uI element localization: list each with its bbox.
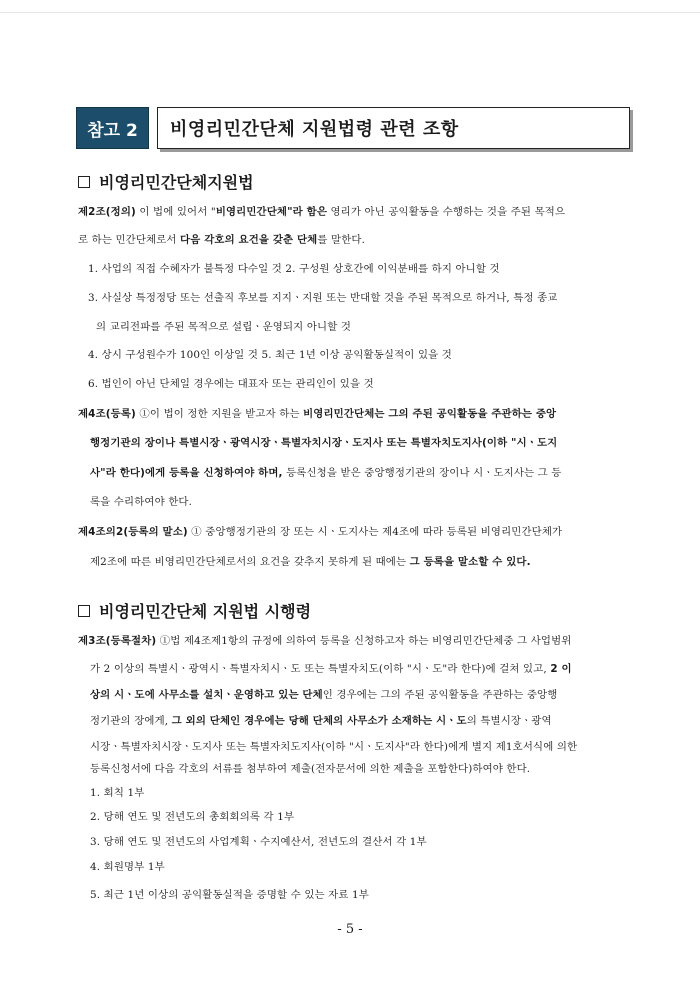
- bold-text: 2 이: [550, 663, 572, 675]
- text-run: 1. 사업의 직접 수혜자가 불특정 다수일 것 2. 구성원 상호간에 이익분배를 하지 아니할 것: [88, 263, 500, 275]
- text-run: 이 법에 있어서 ": [135, 206, 216, 218]
- text-run: 4. 상시 구성원수가 100인 이상일 것 5. 최근 1년 이상 공익활동실적이 있을 것: [88, 349, 452, 361]
- bold-text: 그 외의 단체인 경우에는 당해 단체의 사무소가 소재하는 시ㆍ도: [171, 715, 467, 727]
- bold-text: 비영리민간단체"라 함은: [215, 206, 328, 218]
- text-line: [90, 436, 557, 450]
- text-line: [90, 714, 552, 728]
- text-run: 3. 사실상 특정정당 또는 선출직 후보를 지지ㆍ지원 또는 반대할 것을 주된 목적으로 하거나, 특정 종교: [88, 292, 558, 304]
- text-line: [88, 377, 374, 391]
- text-run: 2. 당해 연도 및 전년도의 총회회의록 각 1부: [90, 811, 295, 823]
- bold-text: 비영리민간단체는 그의 주된 공익활동을 주관하는 중앙: [303, 408, 557, 420]
- text-line: [90, 688, 557, 702]
- text-run: 1. 회칙 1부: [90, 787, 145, 799]
- title-banner: [76, 107, 630, 149]
- text-line: [78, 205, 565, 219]
- text-line: [90, 860, 165, 874]
- bold-text: 그 등록을 말소할 수 있다.: [409, 556, 531, 568]
- text-run: 의 특별시장ㆍ광역: [466, 715, 552, 727]
- text-line: [90, 786, 144, 800]
- text-run: 로 하는 민간단체로서: [78, 234, 181, 246]
- bold-text: 제4조의2(등록의 말소): [78, 526, 188, 538]
- bold-text: 제4조(등록): [78, 408, 136, 420]
- text-run: 6. 법인이 아닌 단체일 경우에는 대표자 또는 관리인이 있을 것: [88, 378, 374, 390]
- text-line: [78, 233, 365, 247]
- text-line: [88, 291, 558, 305]
- section-heading-text: 비영리민간단체 지원법 시행령: [99, 602, 312, 621]
- bold-text: 다음 각호의 요건을 갖춘 단체: [180, 234, 318, 246]
- reference-tag: 참고 2: [76, 107, 149, 149]
- text-run: 영리가 아닌 공익활동을 수행하는 것을 주된 목적으: [327, 206, 566, 218]
- text-line: [88, 348, 452, 362]
- checkbox-square-icon: [78, 605, 90, 617]
- text-run: 시장ㆍ특별자치시장ㆍ도지사 또는 특별자치도지사(이하 "시ㆍ도지사"라 한다)에게 별지 제1호서식에 의한: [90, 741, 578, 753]
- text-line: [78, 407, 556, 421]
- bold-text: 행정기관의 장이나 특별시장ㆍ광역시장ㆍ특별자치시장ㆍ도지사 또는 특별자치도지사(이하 "시ㆍ도지: [90, 437, 558, 449]
- text-line: [90, 466, 562, 480]
- top-edge-line: [0, 12, 700, 13]
- text-line: [90, 555, 531, 569]
- text-run: 인 경우에는 그의 주된 공익활동을 주관하는 중앙행: [322, 689, 558, 701]
- text-line: [78, 634, 571, 648]
- bold-text: 제3조(등록절차): [78, 635, 157, 647]
- text-line: [78, 525, 562, 539]
- text-line: [90, 835, 427, 849]
- text-run: 가 2 이상의 특별시ㆍ광역시ㆍ특별자치시ㆍ도 또는 특별자치도(이하 "시ㆍ도"라 한다)에 걸쳐 있고,: [90, 663, 551, 675]
- text-run: 등록신청을 받은 중앙행정기관의 장이나 시ㆍ도지사는 그 등: [282, 467, 562, 479]
- section-heading-text: 비영리민간단체지원법: [99, 173, 254, 192]
- text-line: [90, 810, 294, 824]
- text-run: 5. 최근 1년 이상의 공익활동실적을 증명할 수 있는 자료 1부: [90, 889, 369, 901]
- text-run: 4. 회원명부 1부: [90, 861, 165, 873]
- text-run: 3. 당해 연도 및 전년도의 사업계획ㆍ수지예산서, 전년도의 결산서 각 1부: [90, 836, 427, 848]
- bold-text: 사"라 한다)에게 등록을 신청하여야 하며,: [90, 467, 283, 479]
- text-run: 를 말한다.: [317, 234, 366, 246]
- text-line: [96, 320, 351, 334]
- text-line: [90, 662, 572, 676]
- text-run: ①이 법이 정한 지원을 받고자 하는: [135, 408, 304, 420]
- page-title: 비영리민간단체 지원법령 관련 조항: [157, 107, 630, 149]
- text-run: 제2조에 따른 비영리민간단체로서의 요건을 갖추지 못하게 된 때에는: [90, 556, 410, 568]
- text-line: [90, 740, 577, 754]
- section-heading-act: [78, 170, 638, 193]
- text-line: [90, 495, 192, 509]
- text-run: 의 교리전파를 주된 목적으로 설립ㆍ운영되지 아니할 것: [96, 321, 352, 333]
- text-run: 정기관의 장에게,: [90, 715, 172, 727]
- section-heading-decree: [78, 599, 638, 622]
- bold-text: 상의 시ㆍ도에 사무소를 설치ㆍ운영하고 있는 단체: [90, 689, 323, 701]
- text-line: [90, 762, 530, 776]
- text-line: [88, 262, 500, 276]
- text-run: ①법 제4조제1항의 규정에 의하여 등록을 신청하고자 하는 비영리민간단체중 그 사업범위: [156, 635, 572, 647]
- text-run: 등록신청서에 다음 각호의 서류를 첨부하여 제출(전자문서에 의한 제출을 포함한다)하여야 한다.: [90, 763, 531, 775]
- text-run: 록을 수리하여야 한다.: [90, 496, 193, 508]
- text-line: [90, 888, 369, 902]
- page-number: - 5 -: [337, 922, 363, 937]
- checkbox-square-icon: [78, 176, 90, 188]
- text-run: ① 중앙행정기관의 장 또는 시ㆍ도지사는 제4조에 따라 등록된 비영리민간단체가: [187, 526, 563, 538]
- bold-text: 제2조(정의): [78, 206, 136, 218]
